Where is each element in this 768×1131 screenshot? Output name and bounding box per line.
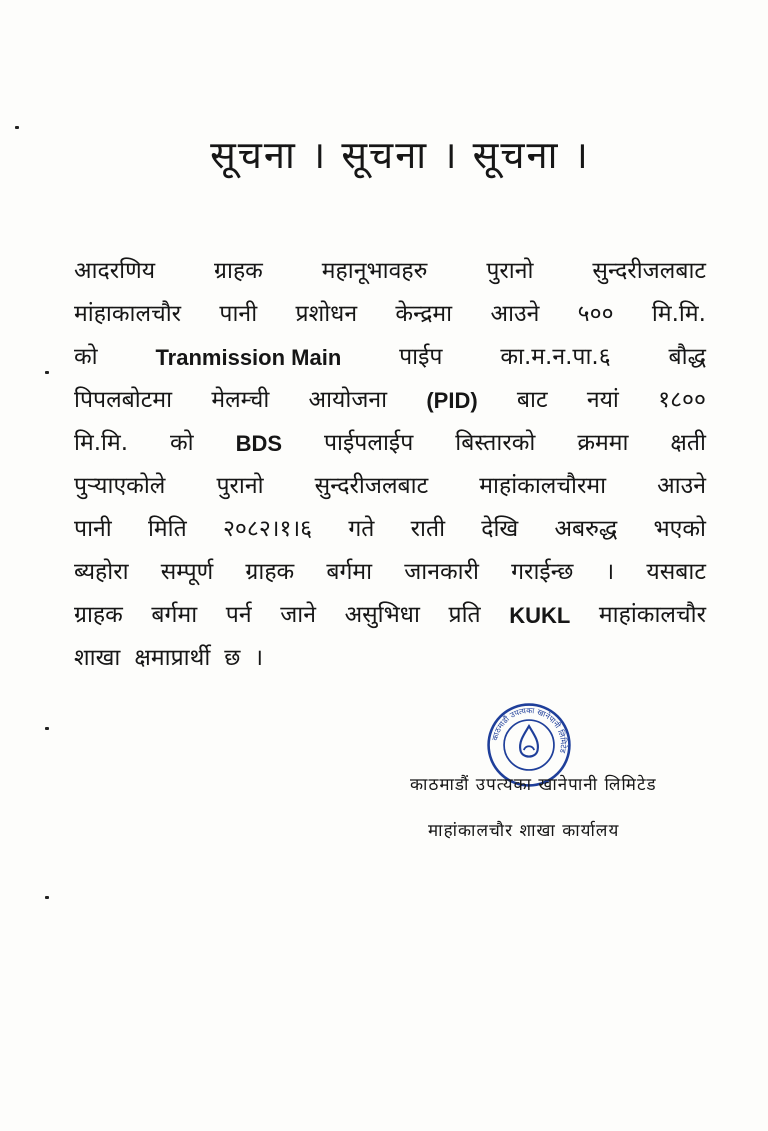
notice-word: मि.मि. [74, 430, 129, 456]
notice-word: जानकारी [404, 559, 479, 585]
notice-word: मि.मि. [651, 301, 706, 327]
notice-word: बर्गमा [326, 559, 373, 585]
notice-word: देखि [481, 516, 519, 542]
notice-word: (PID) [426, 388, 478, 413]
notice-word: प्रति [448, 602, 481, 628]
notice-word: यसबाट [646, 559, 706, 585]
notice-line [74, 336, 706, 379]
notice-word: शाखा [74, 645, 121, 671]
notice-word: राती [410, 516, 446, 542]
notice-word: ५०० [577, 301, 614, 327]
notice-word: जाने [280, 602, 316, 628]
notice-word: बर्गमा [151, 602, 198, 628]
notice-line [74, 465, 706, 508]
notice-line [74, 250, 706, 293]
margin-dot [45, 727, 49, 730]
notice-word: BDS [235, 431, 283, 456]
notice-word: पर्न [225, 602, 252, 628]
notice-word: माहांकालचौर [598, 602, 706, 628]
notice-word: पुरानो [486, 258, 534, 284]
notice-title: सूचना । सूचना । सूचना । [210, 133, 590, 177]
notice-word: को [170, 430, 194, 456]
notice-line [74, 637, 706, 680]
notice-line [74, 379, 706, 422]
notice-word: आदरणिय [74, 258, 156, 284]
notice-word: महानूभावहरु [321, 258, 428, 284]
margin-dot [15, 126, 19, 129]
notice-word: बौद्ध [668, 344, 706, 370]
notice-word: सुन्दरीजलबाट [592, 258, 706, 284]
notice-word: ब्यहोरा [74, 559, 129, 585]
notice-word: क्षती [670, 430, 706, 456]
notice-word: गते [348, 516, 375, 542]
notice-body [74, 250, 706, 680]
notice-word: । [254, 645, 264, 671]
notice-word: Tranmission Main [155, 345, 342, 370]
notice-word: माहांकालचौरमा [479, 473, 607, 499]
notice-word: आयोजना [308, 387, 388, 413]
notice-word: आउने [490, 301, 540, 327]
notice-word: आउने [657, 473, 706, 499]
notice-line [74, 422, 706, 465]
notice-word: गराईन्छ [511, 559, 574, 585]
notice-word: नयां [586, 387, 619, 413]
notice-word: भएको [653, 516, 706, 542]
notice-word: क्रममा [577, 430, 629, 456]
notice-word: पिपलबोटमा [74, 387, 173, 413]
notice-word: पानी [74, 516, 112, 542]
notice-word: । [605, 559, 615, 585]
notice-word: बाट [516, 387, 548, 413]
margin-dot [45, 896, 49, 899]
notice-word: पानी [219, 301, 258, 327]
notice-word: ग्राहक [74, 602, 123, 628]
notice-word: पाईपलाईप [323, 430, 414, 456]
notice-word: बिस्तारको [455, 430, 536, 456]
notice-word: २०८२।१।६ [222, 516, 313, 542]
notice-word: अबरुद्ध [554, 516, 618, 542]
notice-line [74, 508, 706, 551]
notice-word: प्रशोधन [295, 301, 358, 327]
margin-dot [45, 371, 49, 374]
svg-text:काठमाडौं उपत्यका खानेपानी लिमि: काठमाडौं उपत्यका खानेपानी लिमिटेड [490, 706, 568, 754]
organization-name: काठमाडौं उपत्यका खानेपानी लिमिटेड [410, 775, 657, 795]
notice-word: ग्राहक [214, 258, 263, 284]
office-name: माहांकालचौर शाखा कार्यालय [428, 821, 620, 841]
notice-word: सुन्दरीजलबाट [314, 473, 429, 499]
notice-word: ग्राहक [245, 559, 295, 585]
notice-word: केन्द्रमा [395, 301, 453, 327]
notice-word: पुर्‍याएकोले [74, 473, 166, 499]
notice-line [74, 594, 706, 637]
notice-word: १८०० [658, 387, 706, 413]
notice-word: को [74, 344, 98, 370]
notice-word: का.म.न.पा.६ [500, 344, 611, 370]
notice-word: मेलम्ची [211, 387, 270, 413]
notice-word: मिति [147, 516, 187, 542]
notice-word: असुभिधा [344, 602, 420, 628]
notice-word: सम्पूर्ण [160, 559, 214, 585]
notice-word: पुरानो [216, 473, 264, 499]
notice-line [74, 293, 706, 336]
notice-word: मांहाकालचौर [74, 301, 182, 327]
notice-word: छ [224, 645, 241, 671]
notice-word: KUKL [509, 603, 571, 628]
notice-word: क्षमाप्रार्थी [134, 645, 211, 671]
notice-line [74, 551, 706, 594]
notice-word: पाईप [399, 344, 443, 370]
